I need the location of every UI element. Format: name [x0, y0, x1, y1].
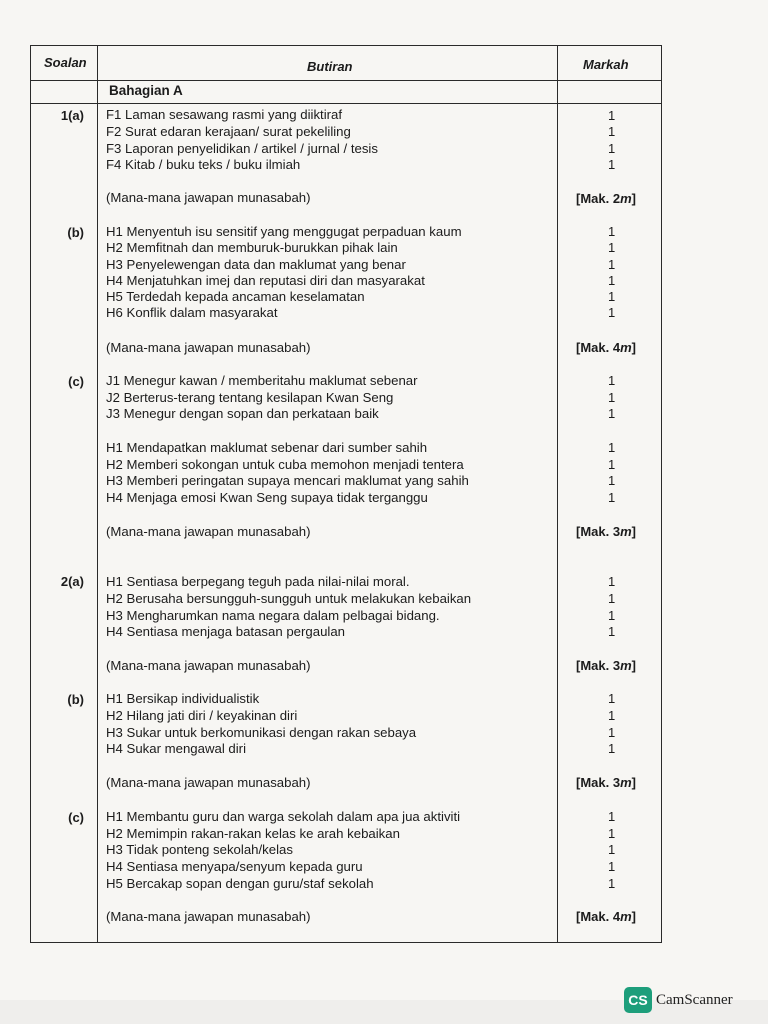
note-text: (Mana-mana jawapan munasabah)	[106, 775, 311, 790]
question-label-2b: (b)	[67, 692, 84, 707]
mark-value: 1	[608, 826, 616, 841]
answer-line: H1 Sentiasa berpegang teguh pada nilai-nilai moral.	[106, 574, 410, 589]
mark-value: 1	[608, 876, 616, 891]
answer-line: H5 Terdedah kepada ancaman keselamatan	[106, 289, 365, 304]
question-label-1b: (b)	[67, 225, 84, 240]
answer-line: J2 Berterus-terang tentang kesilapan Kwan Seng	[106, 390, 394, 405]
answer-line: F2 Surat edaran kerajaan/ surat pekeliling	[106, 124, 351, 139]
header-divider	[31, 80, 661, 81]
mark-value: 1	[608, 691, 616, 706]
column-divider-1	[97, 46, 98, 942]
answer-line: H2 Hilang jati diri / keyakinan diri	[106, 708, 298, 723]
mark-value: 1	[608, 224, 616, 239]
mark-value: 1	[608, 809, 616, 824]
question-label-2a: 2(a)	[60, 574, 84, 589]
column-divider-2	[557, 46, 558, 942]
max-mark: [Mak. 4m]	[576, 340, 636, 355]
mark-value: 1	[608, 108, 616, 123]
note-text: (Mana-mana jawapan munasabah)	[106, 909, 311, 924]
header-soalan: Soalan	[44, 55, 87, 70]
max-mark: [Mak. 4m]	[576, 909, 636, 924]
mark-value: 1	[608, 574, 616, 589]
mark-value: 1	[608, 141, 616, 156]
answer-line: F1 Laman sesawang rasmi yang diiktiraf	[106, 107, 343, 122]
answer-line: J1 Menegur kawan / memberitahu maklumat sebenar	[106, 373, 418, 388]
answer-line: H2 Berusaha bersungguh-sungguh untuk melakukan kebaikan	[106, 591, 472, 606]
mark-value: 1	[608, 406, 616, 421]
answer-line: H1 Membantu guru dan warga sekolah dalam apa jua aktiviti	[106, 809, 461, 824]
answer-line: H5 Bercakap sopan dengan guru/staf sekolah	[106, 876, 374, 891]
note-text: (Mana-mana jawapan munasabah)	[106, 658, 311, 673]
mark-value: 1	[608, 273, 616, 288]
max-mark: [Mak. 3m]	[576, 775, 636, 790]
mark-value: 1	[608, 859, 616, 874]
answer-line: J3 Menegur dengan sopan dan perkataan baik	[106, 406, 379, 421]
answer-line: H4 Menjaga emosi Kwan Seng supaya tidak terganggu	[106, 490, 428, 505]
mark-value: 1	[608, 741, 616, 756]
note-text: (Mana-mana jawapan munasabah)	[106, 524, 311, 539]
note-text: (Mana-mana jawapan munasabah)	[106, 190, 311, 205]
mark-value: 1	[608, 591, 616, 606]
camscanner-text: CamScanner	[656, 991, 733, 1008]
mark-value: 1	[608, 289, 616, 304]
max-mark: [Mak. 3m]	[576, 658, 636, 673]
answer-line: H2 Memberi sokongan untuk cuba memohon menjadi tentera	[106, 457, 464, 472]
answer-line: H3 Tidak ponteng sekolah/kelas	[106, 842, 293, 857]
answer-line: H2 Memfitnah dan memburuk-burukkan pihak lain	[106, 240, 398, 255]
answer-line: H6 Konflik dalam masyarakat	[106, 305, 278, 320]
answer-line: H4 Sukar mengawal diri	[106, 741, 246, 756]
answer-line: H4 Sentiasa menjaga batasan pergaulan	[106, 624, 346, 639]
mark-value: 1	[608, 842, 616, 857]
mark-value: 1	[608, 157, 616, 172]
mark-value: 1	[608, 305, 616, 320]
mark-value: 1	[608, 490, 616, 505]
answer-line: H3 Penyelewengan data dan maklumat yang benar	[106, 257, 406, 272]
question-label-1a: 1(a)	[60, 108, 84, 123]
max-mark: [Mak. 3m]	[576, 524, 636, 539]
mark-value: 1	[608, 257, 616, 272]
answer-line: H1 Mendapatkan maklumat sebenar dari sumber sahih	[106, 440, 428, 455]
section-title: Bahagian A	[109, 83, 183, 98]
answer-line: F3 Laporan penyelidikan / artikel / jurnal / tesis	[106, 141, 378, 156]
mark-value: 1	[608, 624, 616, 639]
answer-line: H3 Sukar untuk berkomunikasi dengan rakan sebaya	[106, 725, 417, 740]
mark-value: 1	[608, 240, 616, 255]
answer-line: H3 Memberi peringatan supaya mencari maklumat yang sahih	[106, 473, 469, 488]
answer-line: H3 Mengharumkan nama negara dalam pelbagai bidang.	[106, 608, 440, 623]
mark-value: 1	[608, 373, 616, 388]
note-text: (Mana-mana jawapan munasabah)	[106, 340, 311, 355]
camscanner-logo-icon: CS	[624, 987, 652, 1013]
mark-value: 1	[608, 390, 616, 405]
header-butiran: Butiran	[307, 59, 353, 74]
mark-value: 1	[608, 124, 616, 139]
mark-value: 1	[608, 440, 616, 455]
answer-line: F4 Kitab / buku teks / buku ilmiah	[106, 157, 301, 172]
question-label-1c: (c)	[68, 374, 84, 389]
question-label-2c: (c)	[68, 810, 84, 825]
answer-line: H1 Menyentuh isu sensitif yang menggugat perpaduan kaum	[106, 224, 462, 239]
answer-line: H2 Memimpin rakan-rakan kelas ke arah kebaikan	[106, 826, 400, 841]
mark-value: 1	[608, 608, 616, 623]
section-divider	[31, 103, 661, 104]
answer-line: H4 Menjatuhkan imej dan reputasi diri dan masyarakat	[106, 273, 425, 288]
answer-line: H4 Sentiasa menyapa/senyum kepada guru	[106, 859, 363, 874]
camscanner-watermark	[624, 987, 733, 1013]
mark-value: 1	[608, 708, 616, 723]
mark-value: 1	[608, 473, 616, 488]
mark-value: 1	[608, 457, 616, 472]
max-mark: [Mak. 2m]	[576, 191, 636, 206]
header-markah: Markah	[583, 57, 629, 72]
mark-value: 1	[608, 725, 616, 740]
answer-line: H1 Bersikap individualistik	[106, 691, 260, 706]
